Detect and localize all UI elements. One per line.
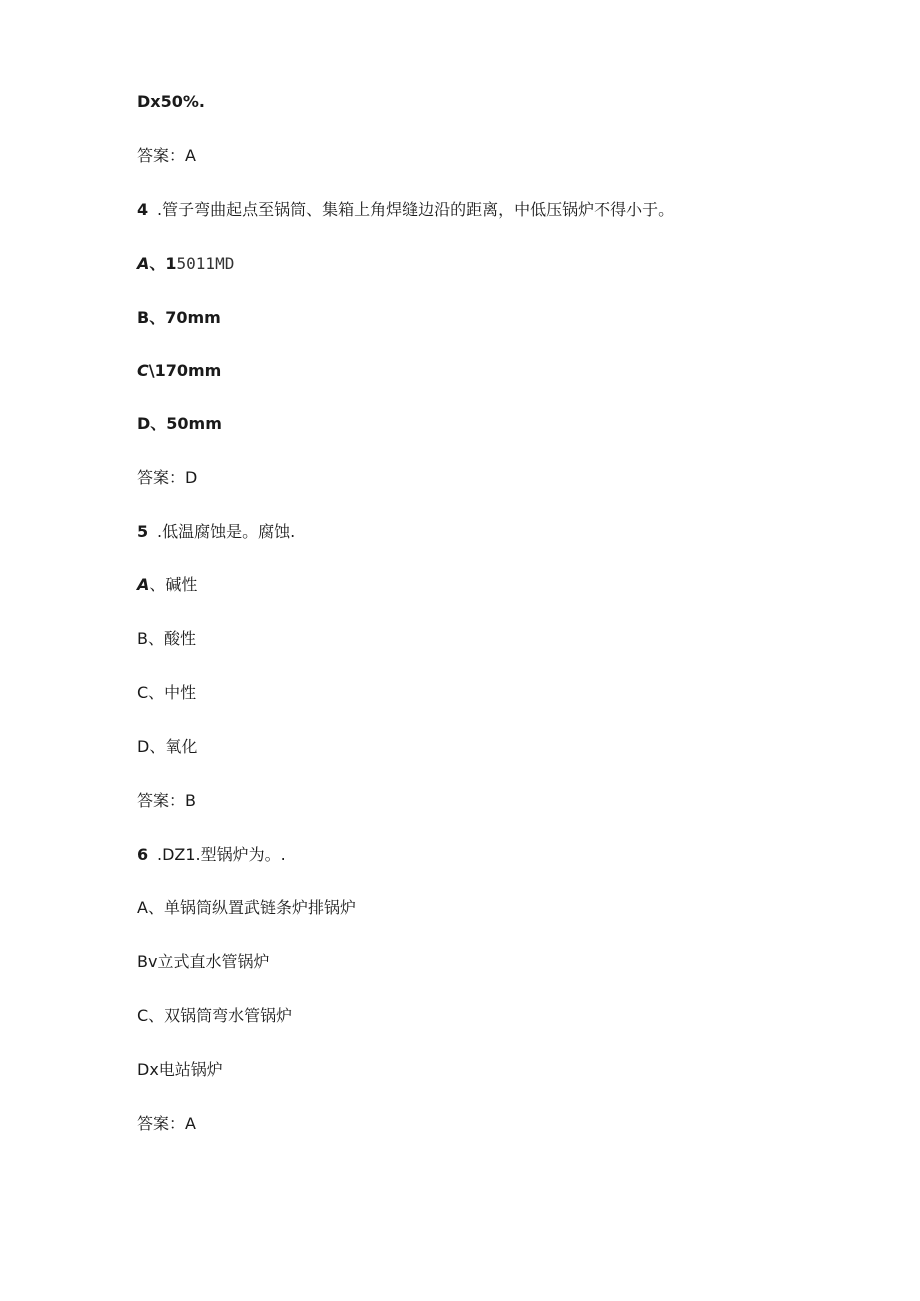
q5-option-c: C、中性: [137, 683, 197, 702]
q5-option-a-rest: 、碱性: [149, 575, 198, 594]
q6-answer: 答案：A: [137, 1114, 196, 1133]
q4-question: [137, 200, 674, 220]
q4-text: .管子弯曲起点至锅筒、集箱上角焊缝边沿的距离，中低压锅炉不得小于。: [157, 200, 675, 219]
q4-option-a-letter: A: [137, 254, 150, 273]
q4-option-b: B、70mm: [137, 308, 221, 327]
q5-answer: 答案：B: [137, 791, 196, 810]
q4-option-a-rest: 5011MD: [176, 254, 235, 273]
q5-number: 5: [137, 522, 149, 541]
q4-option-d: D、50mm: [137, 414, 222, 433]
q5-option-d: D、氧化: [137, 737, 198, 756]
q6-option-d: Dx电站锅炉: [137, 1060, 223, 1079]
q5-text: .低温腐蚀是。腐蚀.: [157, 522, 296, 541]
q6-question: [137, 845, 286, 865]
q4-option-c-letter: C: [137, 361, 149, 380]
q4-option-c: [137, 361, 221, 381]
q3-option-d: Dx50%.: [137, 92, 205, 111]
q3-answer-text: 答案：A: [137, 146, 196, 165]
q4-option-a-sep: 、1: [149, 254, 177, 273]
q4-number: 4: [137, 200, 149, 219]
q4-option-c-rest: \170mm: [148, 361, 222, 380]
q6-option-b: Bv立式直水管锅炉: [137, 952, 270, 971]
q4-option-a: [137, 254, 234, 274]
q5-question: [137, 522, 295, 542]
q3-answer: [137, 146, 196, 166]
q5-option-a-letter: A: [137, 575, 150, 594]
q6-text: .DZ1.型锅炉为。.: [157, 845, 286, 864]
q6-option-c: C、双锅筒弯水管锅炉: [137, 1006, 293, 1025]
q4-answer: 答案：D: [137, 468, 198, 487]
q6-number: 6: [137, 845, 149, 864]
q6-option-a: A、单锅筒纵置武链条炉排锅炉: [137, 898, 356, 917]
q5-option-a: [137, 575, 197, 595]
q5-option-b: B、酸性: [137, 629, 196, 648]
